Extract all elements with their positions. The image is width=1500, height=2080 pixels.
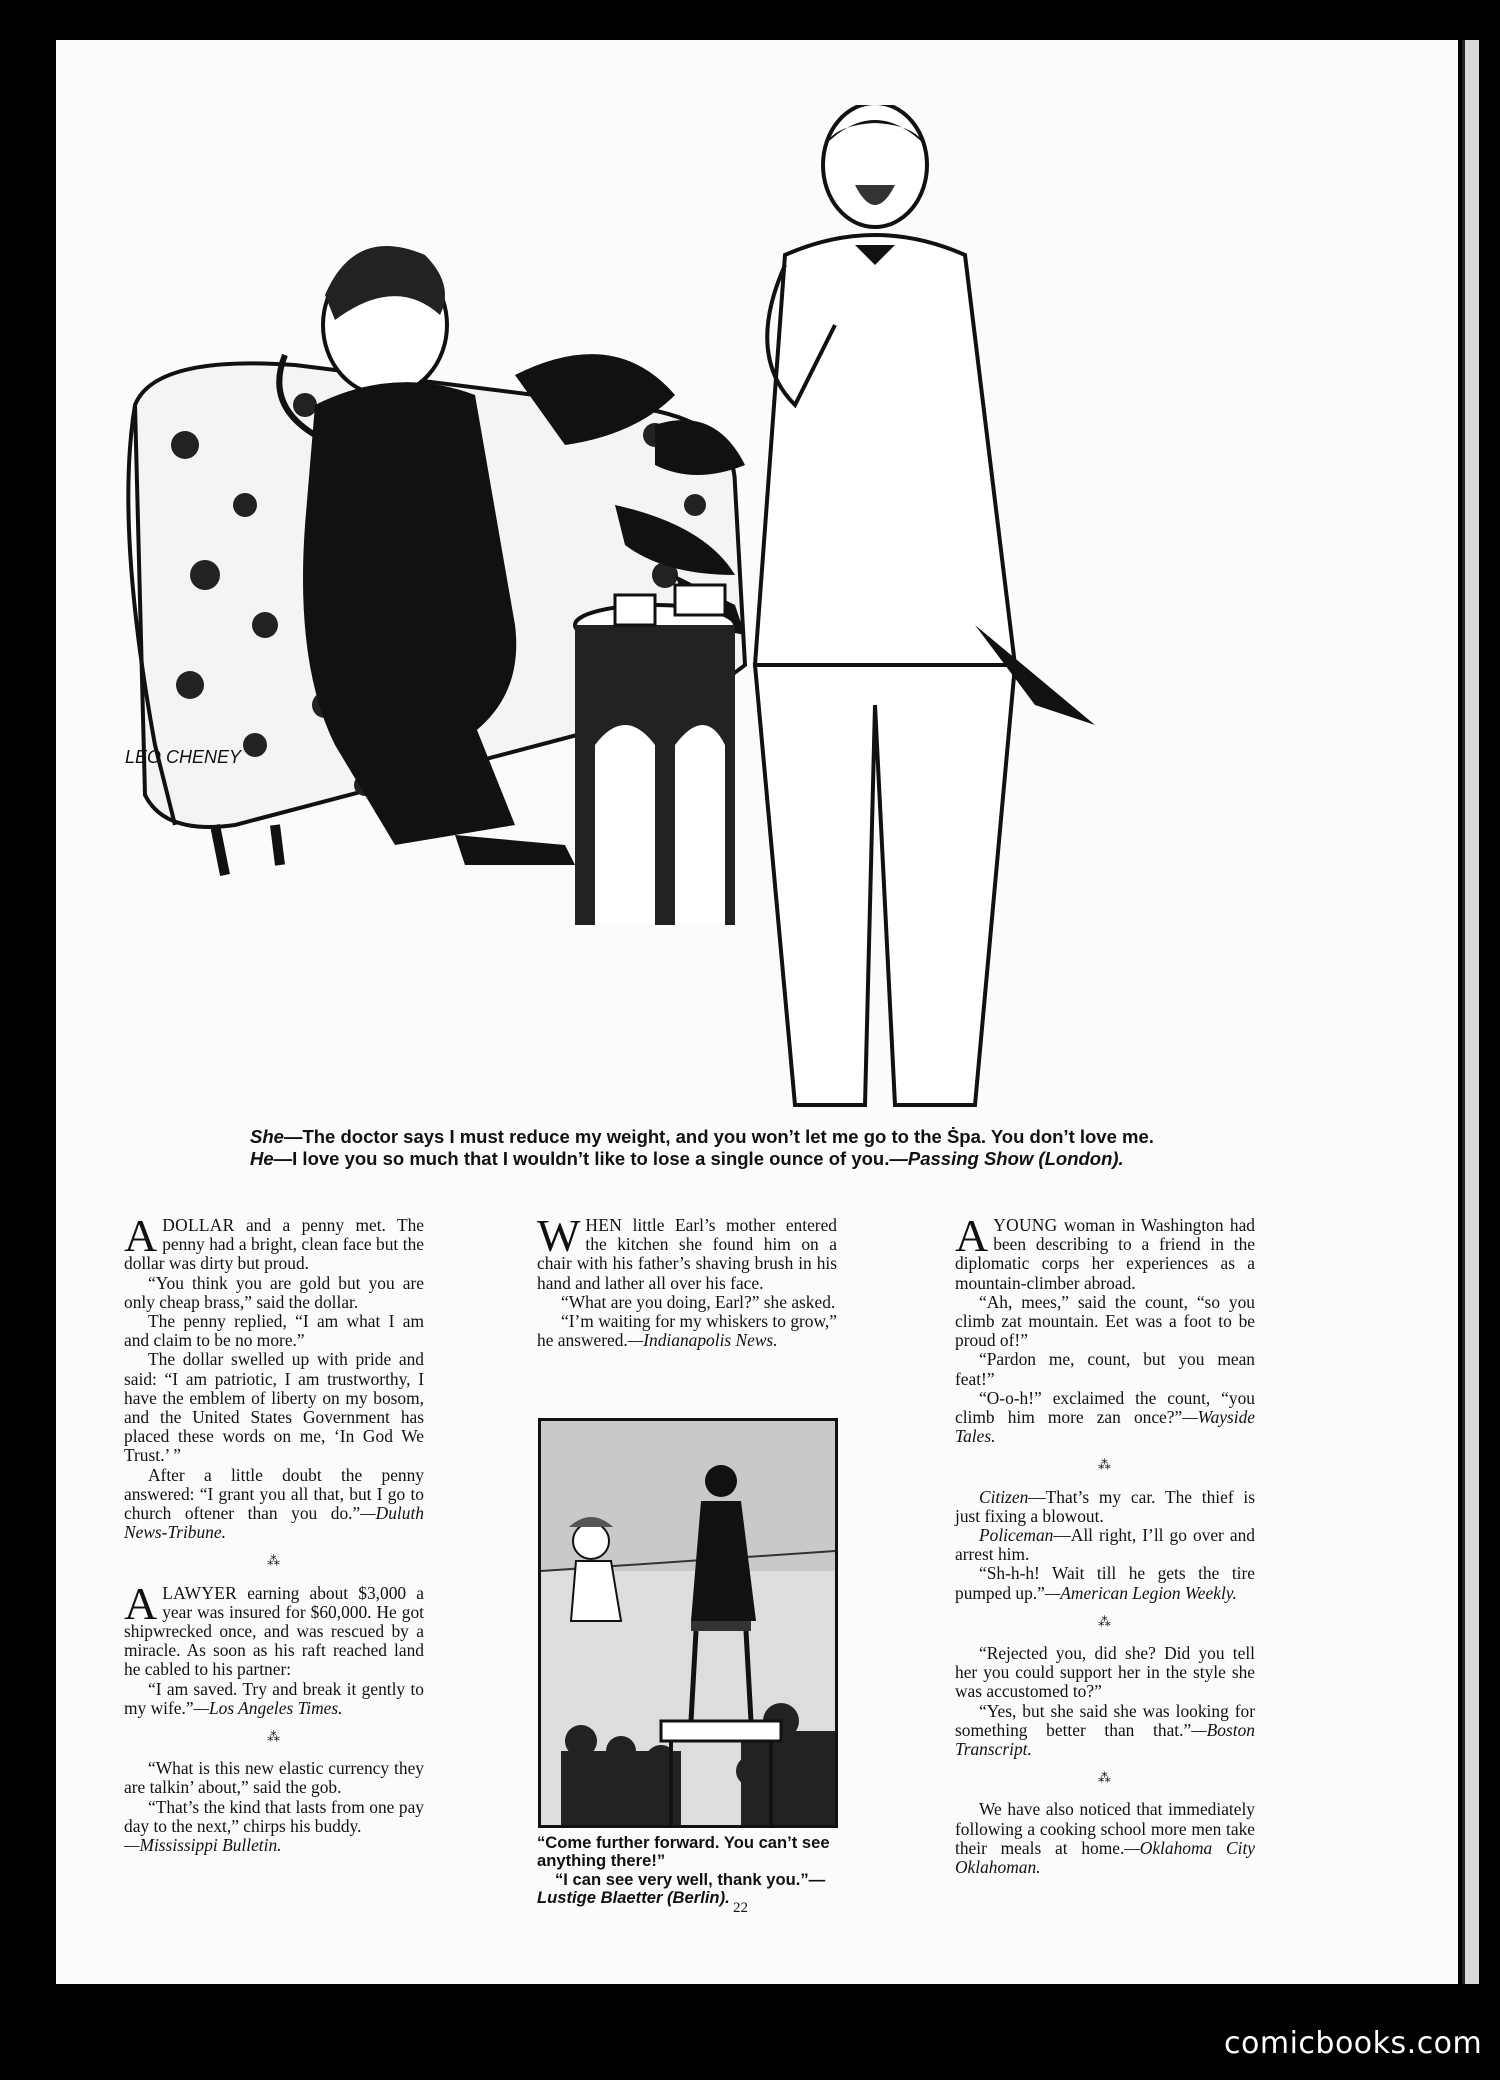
- dollar-dropcap: A: [124, 1210, 158, 1261]
- earl-p2: “What are you doing, Earl?” she asked.: [561, 1291, 836, 1312]
- caption-he-source: —Passing Show (London).: [889, 1148, 1124, 1169]
- ornament-4: ⁂: [1098, 1614, 1112, 1630]
- dollar-p5: After a little doubt the penny answered: “I grant you all that, but I go to church oftener than you do.”: [124, 1464, 424, 1524]
- column-middle: [537, 1210, 837, 1351]
- side-table: [575, 585, 735, 925]
- inset-cartoon-drawing: [541, 1421, 835, 1825]
- shh-text: “Sh-h-h! Wait till he gets the tire pumped up.”: [955, 1563, 1255, 1603]
- earl-p3: “I’m waiting for my whiskers to grow,” he answered.: [537, 1311, 837, 1351]
- young-source: —Wayside Tales.: [955, 1407, 1255, 1447]
- young-p1: woman in Washington had been describing to a friend in the diplomatic corps her experiences as a mountain-climber abroad.: [955, 1215, 1255, 1293]
- policeman-speaker: Policeman: [979, 1525, 1054, 1546]
- young-p3: “Pardon me, count, but you mean feat!”: [955, 1349, 1255, 1389]
- dollar-p4: The dollar swelled up with pride and said: “I am patriotic, I am trustworthy, I have the emblem of liberty on my bosom, and the United States Government has placed these words on me, ‘In God We Trust.’ ”: [124, 1349, 424, 1466]
- policeman-text: —All right, I’ll go over and arrest him.: [955, 1525, 1255, 1565]
- lawyer-p1: earning about $3,000 a year was insured for $60,000. He got shipwrecked once, and was rescued by a miracle. As soon as his raft reached land he cabled to his partner:: [124, 1582, 424, 1680]
- lawyer-dropcap: A: [124, 1577, 158, 1629]
- young-dropcap: A: [955, 1210, 989, 1261]
- earl-p1: little Earl’s mother entered the kitchen she found him on a chair with his father’s shaving brush in his hand and lather all over his face.: [537, 1215, 837, 1293]
- column-left: [124, 1210, 424, 1856]
- artist-signature: LEO CHENEY: [125, 747, 242, 767]
- inset-cartoon: [538, 1418, 838, 1828]
- dollar-source: —Duluth News-Tribune.: [124, 1503, 424, 1543]
- dollar-p2: “You think you are gold but you are only cheap brass,” said the dollar.: [124, 1272, 424, 1312]
- ornament-2: ⁂: [267, 1730, 281, 1746]
- column-right: [955, 1210, 1255, 1878]
- inset-caption: [537, 1834, 837, 1908]
- caption-she-speaker: She: [250, 1126, 284, 1147]
- inset-caption-source: —Lustige Blaetter (Berlin).: [537, 1869, 826, 1908]
- lawyer-source: —Los Angeles Times.: [193, 1697, 343, 1718]
- cartoon-illustration: [95, 105, 1385, 1120]
- earl-dropcap: W: [537, 1210, 581, 1261]
- cooking-text: We have also noticed that immediately following a cooking school more men take their meals at home.: [955, 1799, 1255, 1858]
- dollar-p1: and a penny met. The penny had a bright, clean face but the dollar was dirty but proud.: [124, 1215, 424, 1274]
- rejected-p2: “Yes, but she said she was looking for something better than that.”: [955, 1700, 1255, 1740]
- inset-caption-p1: “Come further forward. You can’t see anything there!”: [537, 1833, 830, 1871]
- ornament-1: ⁂: [267, 1554, 281, 1570]
- earl-source: —Indianapolis News.: [627, 1330, 778, 1351]
- rejected-source: —Boston Transcript.: [955, 1719, 1255, 1760]
- caption-he-speaker: He: [250, 1148, 274, 1169]
- caption-she-text: —The doctor says I must reduce my weight, and you won’t let me go to the Ṡpa. You don’t love me.: [283, 1126, 1154, 1147]
- dollar-p3: The penny replied, “I am what I am and claim to be no more.”: [124, 1311, 424, 1351]
- lawyer-p2: “I am saved. Try and break it gently to my wife.”: [124, 1678, 424, 1718]
- inset-caption-p2: “I can see very well, thank you.”: [555, 1869, 809, 1889]
- rejected-p1: “Rejected you, did she? Did you tell her you could support her in the style she was accustomed to?”: [955, 1643, 1255, 1702]
- ornament-3: ⁂: [1098, 1458, 1112, 1474]
- gob-p2: “That’s the kind that lasts from one pay day to the next,” chirps his buddy.: [124, 1796, 424, 1836]
- man-figure: [755, 105, 1095, 1105]
- earl-lead: HEN: [585, 1215, 623, 1235]
- page-number: 22: [733, 1900, 748, 1916]
- young-p4: “O-o-h!” exclaimed the count, “you climb him more zan once?”: [955, 1387, 1255, 1428]
- shh-source: —American Legion Weekly.: [1044, 1582, 1237, 1603]
- young-p2: “Ah, mees,” said the count, “so you climb zat mountain. Eet was a foot to be proud of!”: [955, 1291, 1255, 1351]
- facing-page-edge: [1462, 40, 1479, 1984]
- site-watermark[interactable]: comicbooks.com: [1224, 2026, 1483, 2061]
- young-lead: YOUNG: [993, 1215, 1058, 1235]
- lawyer-lead: LAWYER: [162, 1582, 238, 1603]
- caption-he-text: —I love you so much that I wouldn’t like to lose a single ounce of you.: [273, 1148, 890, 1169]
- ornament-5: ⁂: [1098, 1771, 1112, 1787]
- citizen-speaker: Citizen: [979, 1486, 1029, 1507]
- gob-p1: “What is this new elastic currency they are talkin’ about,” said the gob.: [124, 1758, 424, 1798]
- gob-source: —Mississippi Bulletin.: [124, 1835, 282, 1856]
- cooking-source: —Oklahoma City Oklahoman.: [955, 1837, 1255, 1878]
- cartoon-caption: [190, 1126, 1310, 1170]
- dollar-lead: DOLLAR: [162, 1215, 235, 1235]
- citizen-text: —That’s my car. The thief is just fixing a blowout.: [955, 1486, 1255, 1526]
